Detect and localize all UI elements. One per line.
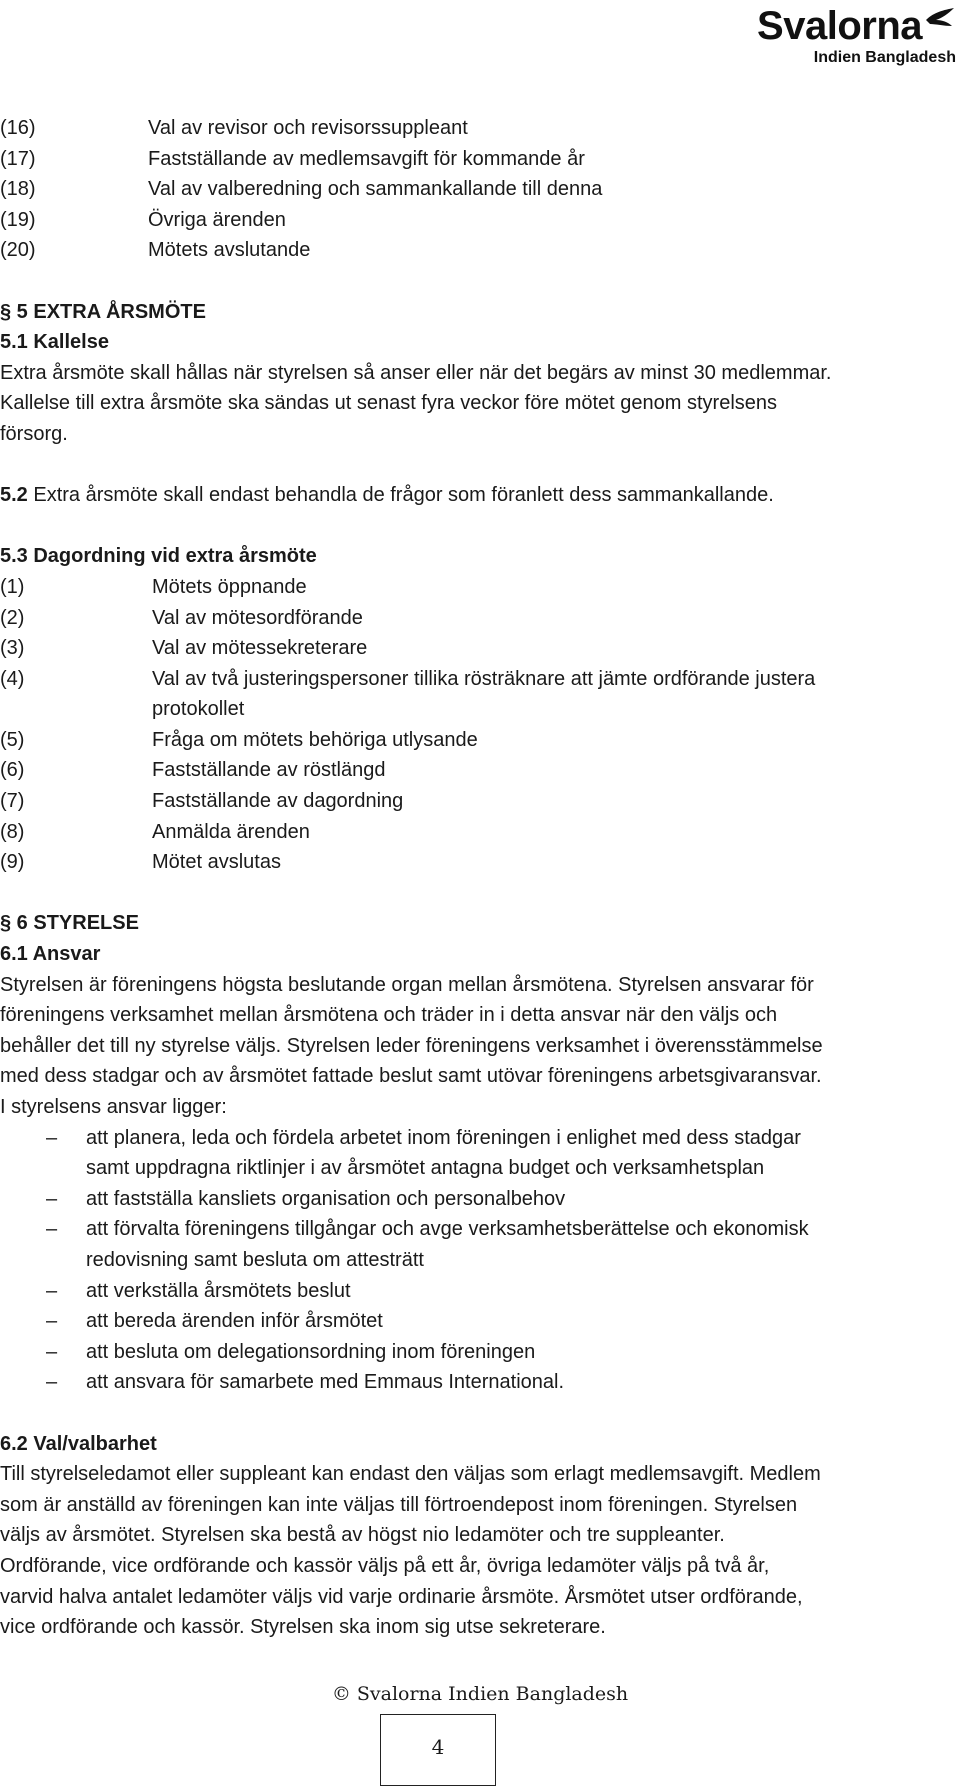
subsection-title: 5.3 Dagordning vid extra årsmöte (0, 545, 317, 568)
bullet-text: att fastställa kansliets organisation och personalbehov (86, 1187, 566, 1210)
paragraph-line: vice ordförande och kassör. Styrelsen ska inom sig utse sekreterare. (0, 1616, 606, 1639)
paragraph-line: försorg. (0, 422, 68, 445)
page-number: 4 (431, 1735, 445, 1759)
agenda-continued (0, 113, 955, 266)
list-item (0, 113, 955, 144)
dash-bullet: – (46, 1126, 58, 1149)
bullet-item (0, 1276, 955, 1307)
extra-meeting-agenda (0, 572, 955, 878)
item-number: (17) (0, 147, 36, 170)
list-item (0, 633, 955, 664)
list-item (0, 603, 955, 634)
item-text: Mötet avslutas (152, 851, 281, 874)
item-text: Val av två justeringspersoner tillika rösträknare att jämte ordförande justera (152, 667, 816, 690)
paragraph-line: med dess stadgar och av årsmötet fattade beslut samt utövar föreningens arbetsgivaransvar. (0, 1065, 822, 1088)
list-item (0, 235, 955, 266)
item-text: Övriga ärenden (148, 208, 286, 231)
item-text: Fastställande av medlemsavgift för kommande år (148, 147, 585, 170)
paragraph-line: Kallelse till extra årsmöte ska sändas ut senast fyra veckor före mötet genom styrelsens (0, 392, 778, 415)
bullet-text: att bereda ärenden inför årsmötet (86, 1310, 383, 1333)
logo-subtitle: Indien Bangladesh (813, 49, 956, 66)
list-item (0, 174, 955, 205)
bullet-text: att ansvara för samarbete med Emmaus International. (86, 1371, 565, 1394)
list-item (0, 725, 955, 756)
bullet-item (0, 1184, 955, 1215)
paragraph-line: Styrelsen är föreningens högsta beslutande organ mellan årsmötena. Styrelsen ansvarar för (0, 973, 814, 996)
bullet-text: att förvalta föreningens tillgångar och avge verksamhetsberättelse och ekonomisk (86, 1218, 809, 1241)
item-number: (5) (0, 728, 25, 751)
item-text: Fastställande av dagordning (152, 790, 404, 813)
responsibility-list (0, 1123, 955, 1398)
list-item (0, 205, 955, 236)
item-text: Fråga om mötets behöriga utlysande (152, 728, 478, 751)
bullet-text: att besluta om delegationsordning inom föreningen (86, 1340, 536, 1363)
bullet-item (0, 1214, 955, 1245)
item-number: (8) (0, 820, 25, 843)
subsection-5-2 (0, 480, 955, 511)
subsection-title: 6.2 Val/valbarhet (0, 1432, 157, 1455)
paragraph-line: Ordförande, vice ordförande och kassör väljs på ett år, övriga ledamöter väljs på två år, (0, 1554, 770, 1577)
subsection-title: 5.1 Kallelse (0, 331, 109, 354)
footer-copyright: © Svalorna Indien Bangladesh (331, 1683, 629, 1705)
paragraph-line: behåller det till ny styrelse väljs. Styrelsen leder föreningens verksamhet i överensstämmelse (0, 1034, 823, 1057)
item-number: (9) (0, 851, 25, 874)
section-heading: § 5 EXTRA ÅRSMÖTE (0, 300, 206, 323)
subsection-number: 5.2 (0, 484, 28, 507)
swallow-icon (924, 6, 956, 36)
bullet-item (0, 1367, 955, 1398)
item-number: (4) (0, 667, 25, 690)
bullet-continuation: samt uppdragna riktlinjer i av årsmötet antagna budget och verksamhetsplan (86, 1157, 765, 1180)
list-item (0, 786, 955, 817)
dash-bullet: – (46, 1187, 58, 1210)
paragraph-line: Extra årsmöte skall hållas när styrelsen så anser eller när det begärs av minst 30 medlemmar. (0, 361, 832, 384)
dash-bullet: – (46, 1279, 58, 1302)
logo-name: Svalorna (757, 4, 922, 48)
item-text: Val av revisor och revisorssuppleant (148, 117, 468, 139)
item-text: Val av valberedning och sammankallande till denna (148, 178, 603, 201)
bullet-item (0, 1306, 955, 1337)
section-heading: § 6 STYRELSE (0, 912, 139, 935)
paragraph-line: föreningens verksamhet mellan årsmötena och träder in i detta ansvar när den väljs och (0, 1004, 778, 1027)
item-number: (2) (0, 606, 25, 629)
item-continuation: protokollet (152, 698, 245, 721)
bullet-item (0, 1337, 955, 1368)
list-item (0, 144, 955, 175)
item-text: Mötets öppnande (152, 575, 307, 598)
subsection-title: 6.1 Ansvar (0, 943, 101, 966)
bullet-text: att verkställa årsmötets beslut (86, 1279, 351, 1302)
paragraph-line: I styrelsens ansvar ligger: (0, 1096, 227, 1118)
item-text: Val av mötessekreterare (152, 637, 368, 660)
bullet-continuation: redovisning samt besluta om attesträtt (86, 1248, 424, 1271)
item-number: (6) (0, 759, 25, 782)
list-item (0, 572, 955, 603)
list-item (0, 664, 955, 695)
dash-bullet: – (46, 1218, 58, 1241)
bullet-text: att planera, leda och fördela arbetet inom föreningen i enlighet med dess stadgar (86, 1126, 801, 1149)
item-number: (1) (0, 575, 25, 598)
dash-bullet: – (46, 1310, 58, 1333)
subsection-text: Extra årsmöte skall endast behandla de frågor som föranlett dess sammankallande. (33, 484, 774, 507)
bullet-item (0, 1123, 955, 1154)
paragraph-line: väljs av årsmötet. Styrelsen ska bestå av högst nio ledamöter och tre suppleanter. (0, 1524, 725, 1547)
dash-bullet: – (46, 1371, 58, 1394)
document-body (0, 113, 955, 1643)
item-number: (19) (0, 208, 36, 231)
list-item (0, 847, 955, 878)
paragraph-line: som är anställd av föreningen kan inte väljas till förtroendepost inom föreningen. Styrelsen (0, 1493, 798, 1516)
paragraph-line: Till styrelseledamot eller suppleant kan endast den väljas som erlagt medlemsavgift. Medlem (0, 1463, 821, 1486)
item-number: (20) (0, 239, 36, 262)
list-item (0, 755, 955, 786)
item-text: Mötets avslutande (148, 239, 311, 262)
list-item (0, 817, 955, 848)
dash-bullet: – (46, 1340, 58, 1363)
item-number: (18) (0, 178, 36, 201)
item-text: Val av mötesordförande (152, 606, 363, 629)
item-number: (16) (0, 117, 36, 139)
item-text: Anmälda ärenden (152, 820, 310, 843)
item-number: (7) (0, 790, 25, 813)
logo (726, 4, 956, 64)
item-text: Fastställande av röstlängd (152, 759, 386, 782)
paragraph-line: varvid halva antalet ledamöter väljs vid varje ordinarie årsmöte. Årsmötet utser ordförande, (0, 1585, 803, 1608)
item-number: (3) (0, 637, 25, 660)
page-number-box (380, 1714, 496, 1786)
